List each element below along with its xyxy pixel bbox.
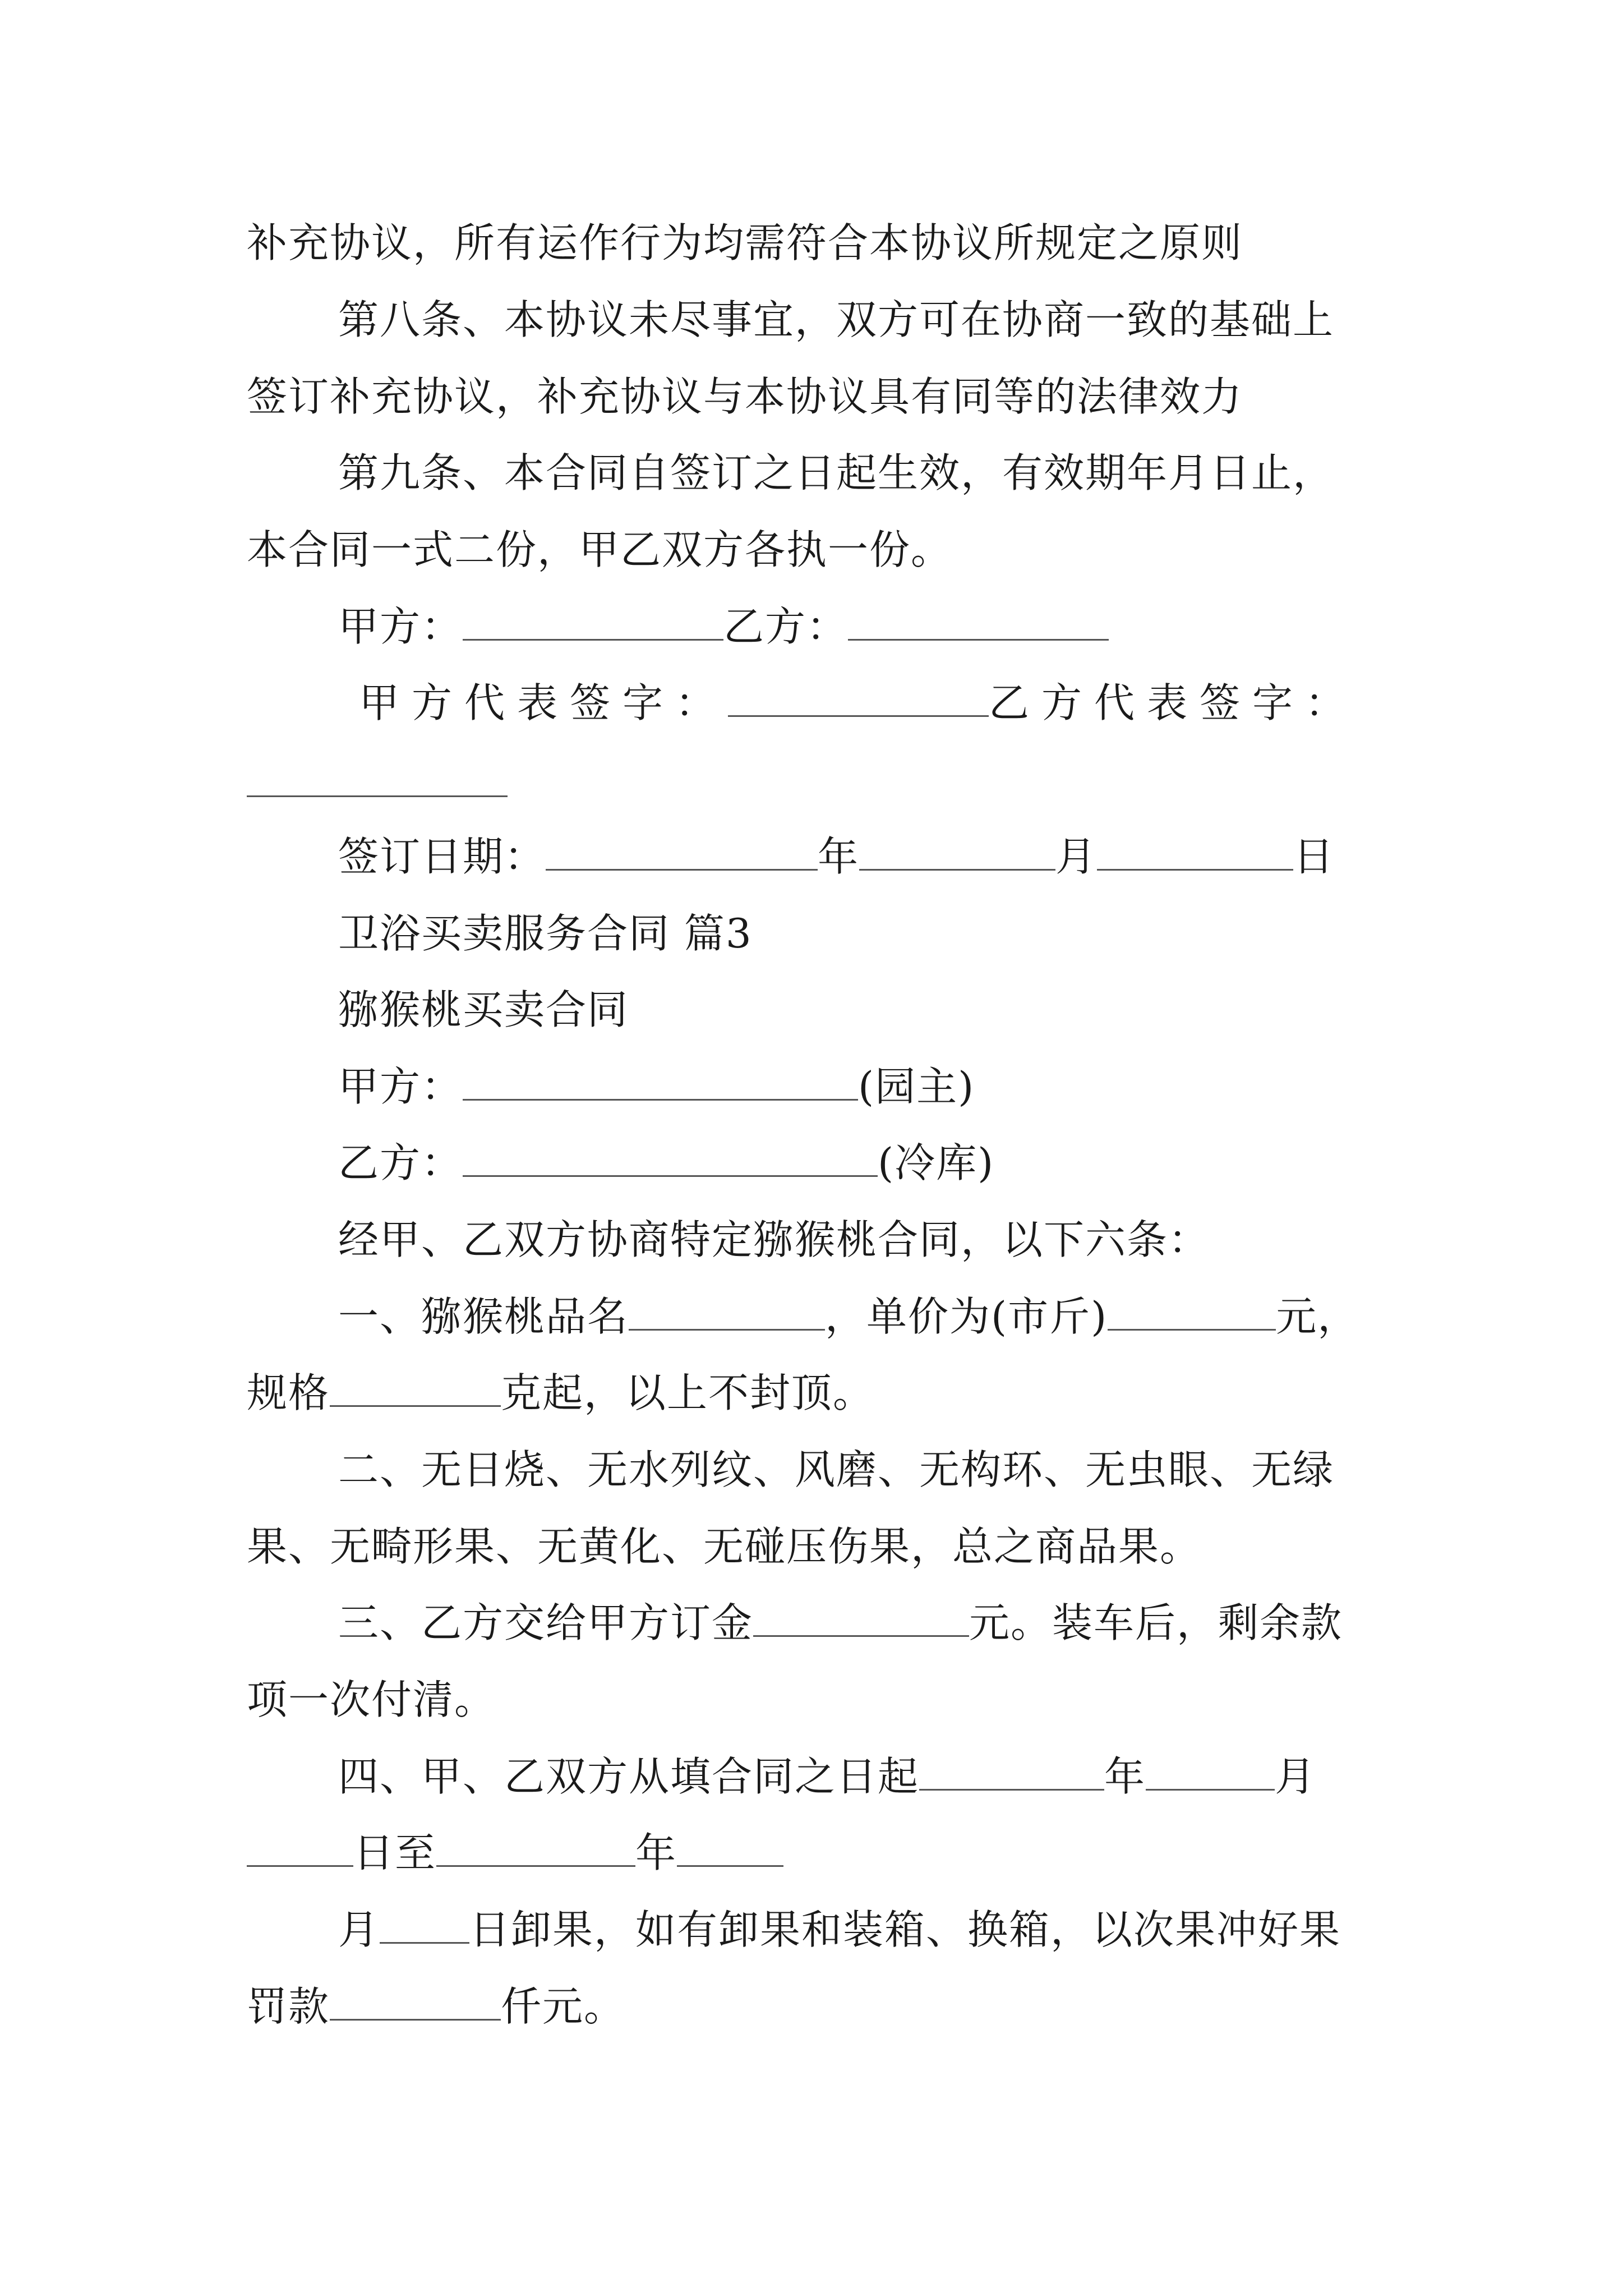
end-year-blank[interactable] — [436, 1826, 635, 1867]
spec-blank[interactable] — [330, 1366, 501, 1407]
party-b-line — [338, 1132, 1482, 1194]
day-label: 日 — [1293, 833, 1335, 880]
text: 年 — [1104, 1753, 1146, 1800]
text-line — [338, 1439, 1482, 1501]
text: 元， — [1276, 1293, 1359, 1340]
text: 月 — [338, 1906, 380, 1953]
party-a-role: (园主) — [858, 1063, 975, 1110]
representative-signature-line — [359, 672, 1503, 734]
text-line — [338, 1209, 1482, 1271]
text-line — [247, 212, 1391, 274]
clause-3-line — [338, 1592, 1482, 1654]
party-a-rep-blank[interactable] — [728, 676, 989, 717]
text: 四、甲、乙双方从填合同之日起 — [338, 1753, 920, 1800]
sign-date-line — [338, 826, 1482, 887]
text: 经甲、乙双方协商特定猕猴桃合同，以下六条： — [338, 1216, 1210, 1263]
text: 罚款 — [247, 1983, 330, 2030]
section-title — [338, 903, 1482, 964]
end-day-blank[interactable] — [380, 1903, 469, 1944]
clause-1-line — [338, 1286, 1482, 1347]
text: 第八条、本协议未尽事宜，双方可在协商一致的基础上 — [338, 296, 1335, 343]
party-b-label: 乙方： — [338, 1139, 463, 1186]
text: 果、无畸形果、无黄化、无碰压伤果，总之商品果。 — [247, 1523, 1202, 1570]
clause-4-cont-line — [247, 1822, 1391, 1884]
start-day-blank[interactable] — [247, 1826, 353, 1867]
text: 一、猕猴桃品名 — [338, 1293, 629, 1340]
year-label: 年 — [818, 833, 860, 880]
text: 项一次付清。 — [247, 1676, 496, 1723]
party-a-rep-label: 甲方代表签字： — [359, 679, 728, 726]
party-b-role: (冷库) — [878, 1139, 995, 1186]
party-b-rep-label: 乙方代表签字： — [989, 679, 1358, 726]
party-a-label: 甲方： — [338, 603, 463, 650]
text: 补充协议，所有运作行为均需符合本协议所规定之原则 — [247, 219, 1243, 266]
text: 规格 — [247, 1369, 330, 1416]
text: 日卸果，如有卸果和装箱、换箱，以次果冲好果 — [469, 1906, 1341, 1953]
unit-price-blank[interactable] — [1108, 1290, 1276, 1331]
text-line — [338, 442, 1482, 504]
clause-4-line — [338, 1746, 1482, 1807]
contract-title — [338, 979, 1482, 1041]
party-b-label: 乙方： — [723, 603, 849, 650]
text: 第九条、本合同自签订之日起生效，有效期年月日止， — [338, 449, 1335, 496]
text: 仟元。 — [501, 1983, 626, 2030]
text: 卫浴买卖服务合同 篇3 — [338, 910, 753, 957]
sign-date-label: 签订日期： — [338, 833, 546, 880]
day-blank[interactable] — [1097, 830, 1293, 871]
start-month-blank[interactable] — [1146, 1750, 1275, 1791]
deposit-blank[interactable] — [753, 1596, 969, 1637]
party-b-blank[interactable] — [848, 600, 1109, 641]
text: 本合同一式二份，甲乙双方各执一份。 — [247, 526, 953, 573]
party-signature-line — [338, 596, 1482, 657]
month-label: 月 — [1055, 833, 1098, 880]
party-b-rep-blank[interactable] — [247, 795, 508, 797]
party-a-line — [338, 1056, 1482, 1117]
text: 年 — [635, 1829, 677, 1876]
text: 二、无日烧、无水列纹、风磨、无构环、无虫眼、无绿 — [338, 1446, 1335, 1493]
text: 猕猴桃买卖合同 — [338, 986, 629, 1033]
text-line — [247, 519, 1391, 581]
text-line — [338, 289, 1482, 351]
text: 日至 — [353, 1829, 437, 1876]
text: 月 — [1275, 1753, 1317, 1800]
text: 元。装车后，剩余款 — [969, 1599, 1343, 1646]
clause-4-cont-line — [338, 1899, 1482, 1961]
text: ，单价为(市斤) — [825, 1293, 1108, 1340]
end-month-blank[interactable] — [677, 1826, 783, 1867]
party-b-name-blank[interactable] — [463, 1136, 878, 1177]
variety-blank[interactable] — [629, 1290, 825, 1331]
party-a-blank[interactable] — [463, 600, 723, 641]
year-blank[interactable] — [546, 830, 818, 871]
start-year-blank[interactable] — [919, 1750, 1104, 1791]
text-line — [247, 366, 1391, 427]
text-line — [247, 1516, 1391, 1577]
text: 签订补充协议，补充协议与本协议具有同等的法律效力 — [247, 373, 1243, 420]
party-a-name-blank[interactable] — [463, 1060, 858, 1101]
penalty-blank[interactable] — [330, 1980, 501, 2021]
text-line — [247, 1669, 1391, 1731]
text: 克起，以上不封顶。 — [501, 1369, 875, 1416]
party-a-label: 甲方： — [338, 1063, 463, 1110]
clause-4-cont-line — [247, 1976, 1391, 2037]
month-blank[interactable] — [859, 830, 1055, 871]
text: 三、乙方交给甲方订金 — [338, 1599, 754, 1646]
clause-1-cont-line — [247, 1362, 1391, 1424]
